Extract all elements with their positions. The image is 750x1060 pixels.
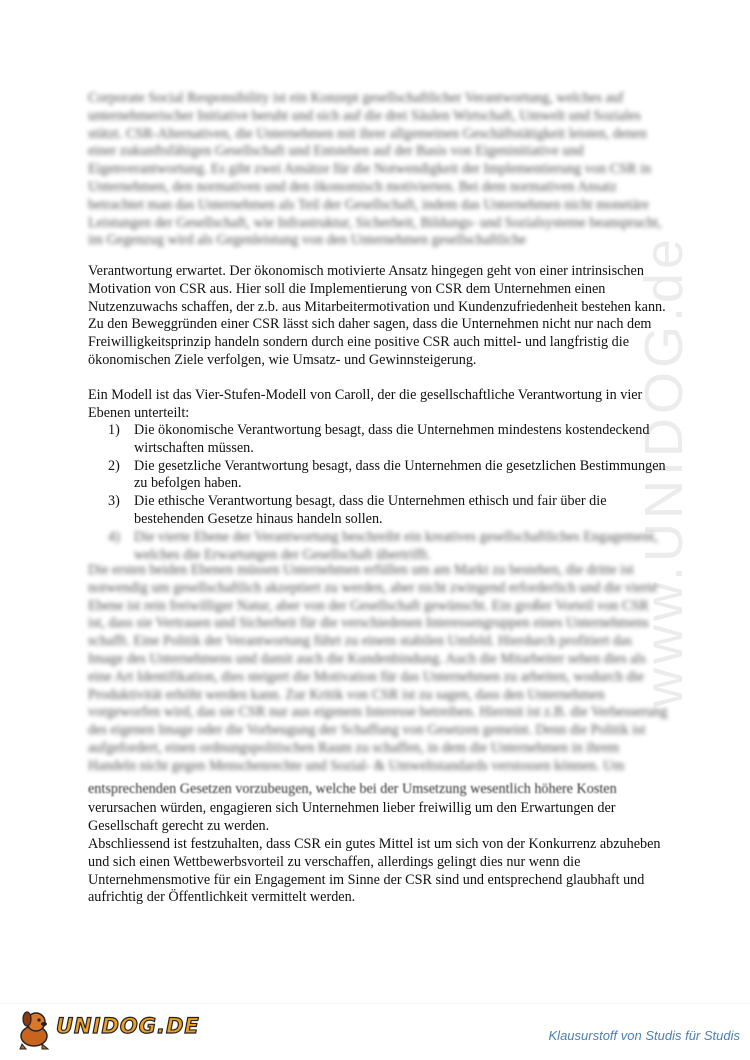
list-item-number: 3) (108, 493, 120, 510)
list-item-number: 2) (108, 457, 120, 474)
transition-line: entsprechenden Gesetzen vorzubeugen, welche bei der Umsetzung wesentlich höhere Kosten (88, 781, 617, 797)
list-item-text: Die ethische Verantwortung besagt, dass die Unternehmen ethisch und fair über die bestehenden Gesetze hinaus handeln sollen. (134, 493, 607, 527)
list-item-number: 4) (108, 528, 120, 545)
list-item (108, 422, 668, 458)
paragraph-economic-approach: Verantwortung erwartet. Der ökonomisch motivierte Ansatz hingegen geht von einer intrinsischen Motivation von CSR aus. Hier soll die Implementierung von CSR dem Unternehmen einen Nutzenzuwachs schaffen, der z.b. aus Mitarbeitermotivation und Kundenzufriedenheit bestehen kann. Zu den Beweggründen einer CSR lässt sich daher sagen, dass die Unternehmen nicht nur nach dem Freiwilligkeitsprinzip handeln sondern durch eine positive CSR auch mittel- und langfristig die ökonomischen Ziele verfolgen, wie Umsatz- und Gewinnsteigerung. (88, 263, 666, 368)
list-item-number: 1) (108, 422, 120, 438)
paragraph-caroll-model: Ein Modell ist das Vier-Stufen-Modell von Caroll, der die gesellschaftliche Verantwortung in vier Ebenen unterteilt: (88, 387, 643, 421)
list-item (108, 493, 668, 529)
unidog-logo (10, 1004, 200, 1052)
list-item-text: Die gesetzliche Verantwortung besagt, dass die Unternehmen die gesetzlichen Bestimmungen zu befolgen haben. (134, 457, 666, 492)
logo-text: UNIDOG.DE (56, 1014, 200, 1038)
list-item (108, 529, 668, 565)
dog-mascot-icon (12, 1006, 56, 1050)
blurred-intro-text: Corporate Social Responsibility ist ein Konzept gesellschaftlicher Verantwortung, welches auf unternehmerischer Initiative beruht und sich auf die drei Säulen Wirtschaft, Umwelt und Soziales stützt. CSR-Alternativen, die Unternehmen mit ihrer allgemeinen Geschäftstätigkeit leisten, denen einer zukunftsfähigen Gesellschaft und Entstehen auf der Basis von Eigeninitiative und Eigenverantwortung. Es gibt zwei Ansätze für die Notwendigkeit der Implementierung von CSR in Unternehmen, den normativen und den ökonomisch motivierten. Bei dem normativen Ansatz betrachtet man das Unternehmen als Teil der Gesellschaft, indem das Unternehmen nicht monetäre Leistungen der Gesellschaft, wie Infrastruktur, Sicherheit, Bildungs- und Sozialsysteme beansprucht, im Gegenzug wird als Gegenleistung von den Unternehmen gesellschaftliche (88, 90, 662, 249)
list-item-text: Die ökonomische Verantwortung besagt, dass die Unternehmen mindestens kostendeckend wirtschaften müssen. (134, 422, 650, 456)
responsibility-levels-list (108, 422, 668, 564)
footer-tagline: Klausurstoff von Studis für Studis (548, 1028, 740, 1043)
paragraph-conclusion: Abschliessend ist festzuhalten, dass CSR ein gutes Mittel ist um sich von der Konkurrenz abzuheben und sich einen Wettbewerbsvorteil zu verschaffen, allerdings gelingt dies nur wenn die Unternehmensmotive für ein Engagement im Sinne der CSR sind und entsprechend glaubhaft und aufrichtig der Öffentlichkeit vermittelt werden. (88, 836, 661, 906)
blurred-middle-text: Die ersten beiden Ebenen müssen Unternehmen erfüllen um am Markt zu bestehen, die dritte ist notwendig um gesellschaftlich akzeptiert zu werden, aber nicht zwingend erforderlich und die vierte Ebene ist rein freiwilliger Natur, aber von der Gesellschaft gewünscht. Ein großer Vorteil von CSR ist, dass sie Vertrauen und Sicherheit für die verschiedenen Interessengruppen eines Unternehmens schafft. Eine Politik der Verantwortung führt zu einem stabilen Umfeld. Hierdurch profitiert das Image des Unternehmens und damit auch die Kundenbindung. Auch die Mitarbeiter sehen dies als eine Art Identifikation, dies steigert die Motivation für das Unternehmen zu arbeiten, wodurch die Produktivität erhöht werden kann. Zur Kritik von CSR ist zu sagen, dass den Unternehmen vorgeworfen wird, das sie CSR nur aus eigenem Interesse betreiben. Hiermit ist z.B. die Verbesserung des eigenen Image oder die Vorbeugung der Schaffung von Gesetzen gemeint. Denn die Politik ist aufgefordert, einen ordnungspolitischen Raum zu schaffen, in dem die Unternehmen in ihrem Handeln nicht gegen Menschenrechte und Sozial- & Umweltstandards verstossen können. Um (88, 562, 668, 774)
list-item-text: Die vierte Ebene der Verantwortung beschreibt ein kreatives gesellschaftliches Engagement, welches die Erwartungen der Gesellschaft übertrifft. (134, 528, 658, 563)
list-item (108, 458, 668, 494)
paragraph-voluntary-engagement: verursachen würden, engagieren sich Unternehmen lieber freiwillig um den Erwartungen der Gesellschaft gerecht zu werden. (88, 800, 616, 834)
watermark: www.UNIDOG.de (633, 234, 694, 708)
